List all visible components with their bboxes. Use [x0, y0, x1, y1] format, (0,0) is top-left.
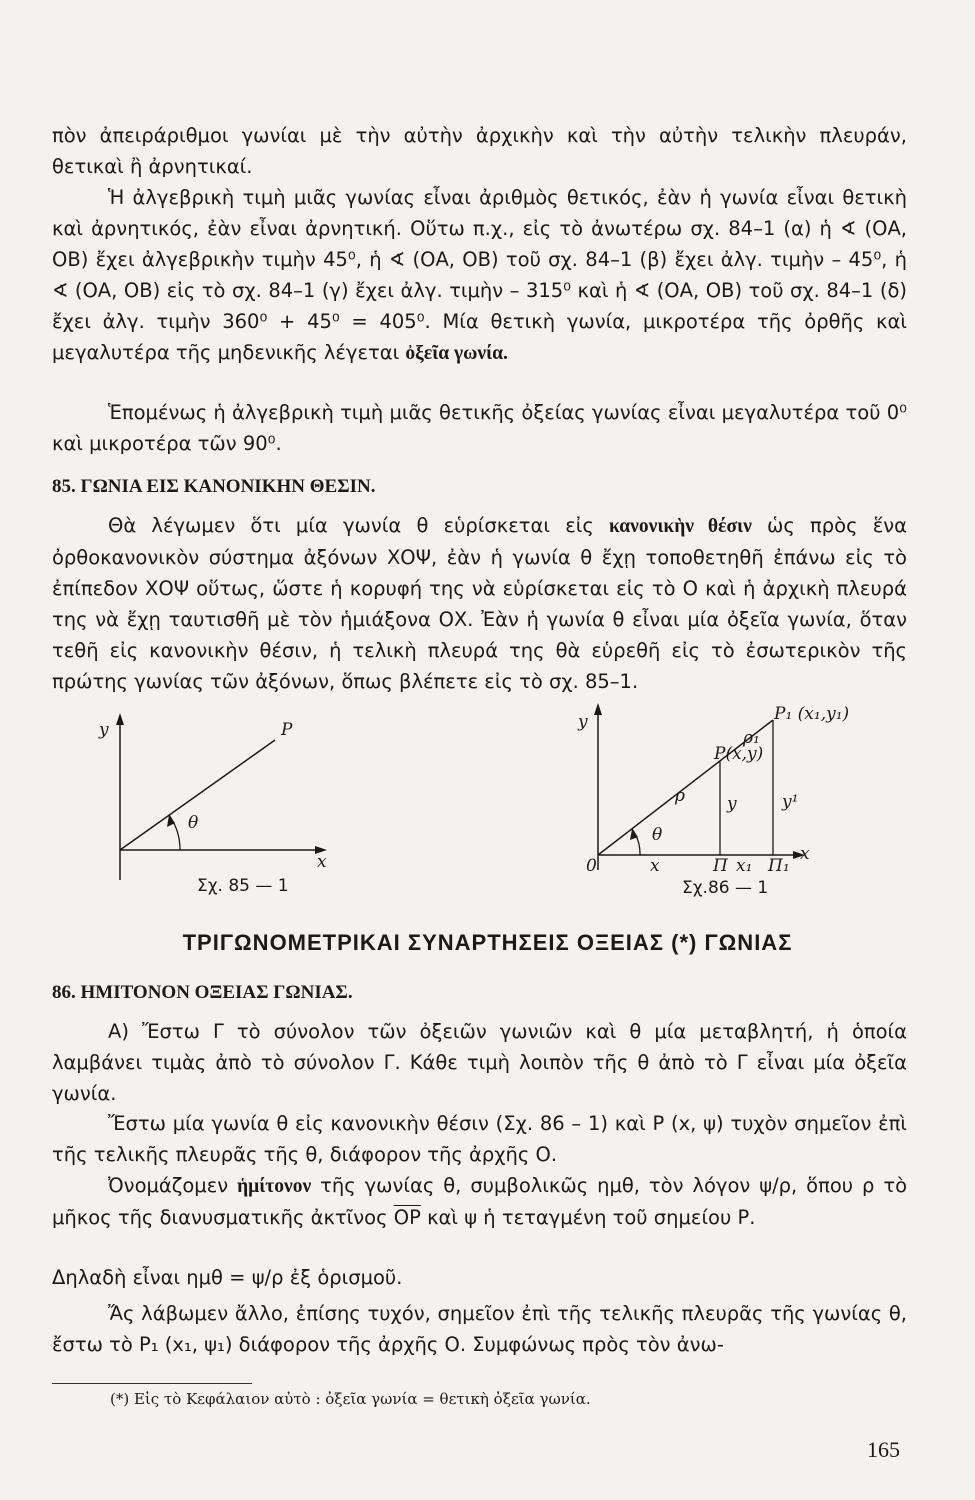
label-pi: Π — [713, 856, 728, 876]
chapter-title: ΤΡΙΓΩΝΟΜΕΤΡΙΚΑΙ ΣΥΝΑΡΤΗΣΕΙΣ ΟΞΕΙΑΣ (*) ΓΩΝΙΑΣ — [182, 930, 793, 955]
paragraph-3: Ἑπομένως ἡ ἀλγεβρικὴ τιμὴ μιᾶς θετικῆς ὀξείας γωνίας εἶναι μεγαλυτέρα τοῦ 0⁰ καὶ μικροτέρα τῶν 90⁰. — [52, 401, 907, 455]
paragraph-5: Α) Ἔστω Γ τὸ σύνολον τῶν ὀξειῶν γωνιῶν καὶ θ μία μεταβλητή, ἡ ὁποία λαμβάνει τιμὰς ἀπὸ τὸ σύνολον Γ. Κάθε τιμὴ λοιπὸν τῆς θ ἀπὸ τὸ Γ εἶναι μία ὀξεῖα γωνία. — [52, 1020, 907, 1105]
term-imitonon: ἡμίτονον — [237, 1176, 312, 1197]
label-p: P(x,y) — [714, 744, 764, 764]
paragraph-1: πὸν ἀπειράριθμοι γωνίαι μὲ τὴν αὐτὴν ἀρχικὴν καὶ τὴν αὐτὴν τελικὴν πλευράν, θετικαὶ ἢ ἀρνητικαί. — [52, 124, 907, 178]
figure-85-1 — [95, 705, 345, 889]
label-theta: θ — [652, 825, 663, 845]
section-86-title: 86. ΗΜΙΤΟΝΟΝ ΟΞΕΙΑΣ ΓΩΝΙΑΣ. — [52, 982, 353, 1003]
label-abscissa-x: x — [650, 856, 660, 876]
label-x: x — [317, 852, 327, 872]
paragraph-4: Θὰ λέγωμεν ὅτι μία γωνία θ εὑρίσκεται εἰς κανονικὴν θέσιν ὡς πρὸς ἕνα ὀρθοκανονικὸν σύστημα ἀξόνων ΧΟΨ, ἐὰν ἡ γωνία θ ἔχῃ τοποθετηθῆ ἐπάνω εἰς τὸ ἐπίπεδον ΧΟΨ οὕτως, ὥστε ἡ κορυφή της νὰ εὑρίσκεται εἰς τὸ Ο καὶ ἡ ἀρχικὴ πλευρά της νὰ ἔχῃ ταυτισθῆ μὲ τὸν ἡμιάξονα ΟΧ. Ἐὰν ἡ γωνία θ εἶναι μία ὀξεῖα γωνία, ὅταν τεθῆ εἰς κανονικὴν θέσιν, ἡ τελικὴ πλευρά της θὰ εὑρεθῆ εἰς τὸ ἐσωτερικὸν τῆς πρώτης γωνίας τῶν ἀξόνων, ὅπως βλέπετε εἰς τὸ σχ. 85–1. — [52, 514, 908, 693]
label-p1: P₁ (x₁,y₁) — [774, 704, 850, 724]
label-origin: 0 — [586, 856, 597, 876]
terminal-side — [120, 740, 275, 850]
y-axis-arrow-icon — [594, 703, 602, 715]
paragraph-6: Ἔστω μία γωνία θ εἰς κανονικὴν θέσιν (Σχ. 86 – 1) καὶ Ρ (x, ψ) τυχὸν σημεῖον ἐπὶ τῆς τελικῆς πλευρᾶς τῆς θ, διάφορον τῆς ἀρχῆς Ο. — [52, 1112, 907, 1166]
label-x1: x₁ — [736, 856, 753, 876]
vector-op: $\overline{OP}$ — [393, 1206, 421, 1229]
term-oxeia-gonia: ὀξεῖα γωνία. — [405, 343, 508, 364]
paragraph-8: Ἄς λάβωμεν ἄλλο, ἐπίσης τυχόν, σημεῖον ἐπὶ τῆς τελικῆς πλευρᾶς τῆς γωνίας θ, ἔστω τὸ Ρ₁ (x₁, ψ₁) διάφορον τῆς ἀρχῆς Ο. Συμφώνως πρὸς τὸν ἀνω- — [52, 1302, 907, 1356]
figure-86-1-drawing — [578, 695, 850, 880]
label-theta: θ — [188, 813, 199, 833]
figure-85-1-caption: Σχ. 85 — 1 — [197, 876, 289, 896]
label-y: y — [578, 712, 588, 732]
paragraph-7: Ὀνομάζομεν ἡμίτονον τῆς γωνίας θ, συμβολικῶς ημθ, τὸν λόγον ψ/ρ, ὅπου ρ τὸ μῆκος τῆς διανυσματικῆς ἀκτῖνος $\overline{OP}$ καὶ ψ ἡ τεταγμένη τοῦ σημείου Ρ. — [52, 1174, 907, 1229]
figure-85-1-drawing — [95, 705, 345, 885]
label-p: P — [281, 720, 293, 740]
label-pi1: Π₁ — [768, 856, 790, 876]
footnote: (*) Εἰς τὸ Κεφάλαιον αὐτὸ : ὀξεῖα γωνία = θετικὴ ὀξεῖα γωνία. — [110, 1390, 591, 1408]
label-rho: ρ — [675, 786, 685, 806]
footnote-divider — [52, 1383, 252, 1384]
label-y: y — [99, 720, 109, 740]
section-85-title: 85. ΓΩΝΙΑ ΕΙΣ ΚΑΝΟΝΙΚΗΝ ΘΕΣΙΝ. — [52, 476, 376, 497]
term-kanoniki-thesi: κανονικὴν θέσιν — [609, 516, 752, 537]
paragraph-7-definition: Δηλαδὴ εἶναι ημθ = ψ/ρ ἐξ ὁρισμοῦ. — [52, 1266, 403, 1289]
label-ordinate-y1: y¹ — [782, 792, 799, 812]
figure-86-1 — [578, 695, 850, 884]
label-rho1: ρ₁ — [743, 728, 760, 748]
page-number: 165 — [867, 1437, 900, 1462]
y-axis-arrow-icon — [116, 713, 124, 725]
figure-86-1-caption: Σχ.86 — 1 — [682, 878, 769, 898]
paragraph-2: Ἡ ἀλγεβρικὴ τιμὴ μιᾶς γωνίας εἶναι ἀριθμὸς θετικός, ἐὰν ἡ γωνία εἶναι θετικὴ καὶ ἀρνητικός, ἐὰν εἶναι ἀρνητική. Οὕτω π.χ., εἰς τὸ ἀνωτέρω σχ. 84–1 (α) ἡ ∢ (ΟΑ, ΟΒ) ἔχει ἀλγεβρικὴν τιμὴν 45⁰, ἡ ∢ (ΟΑ, ΟΒ) τοῦ σχ. 84–1 (β) ἔχει ἀλγ. τιμὴν – 45⁰, ἡ ∢ (ΟΑ, ΟΒ) εἰς τὸ σχ. 84–1 (γ) ἔχει ἀλγ. τιμὴν – 315⁰ καὶ ἡ ∢ (ΟΑ, ΟΒ) τοῦ σχ. 84–1 (δ) ἔχει ἀλγ. τιμὴν 360⁰ + 45⁰ = 405⁰. Μία θετικὴ γωνία, μικροτέρα τῆς ὀρθῆς καὶ μεγαλυτέρα τῆς μηδενικῆς λέγεται ὀξεῖα γωνία. — [52, 186, 907, 364]
label-ordinate-y: y — [727, 794, 737, 814]
label-x: x — [800, 844, 810, 864]
